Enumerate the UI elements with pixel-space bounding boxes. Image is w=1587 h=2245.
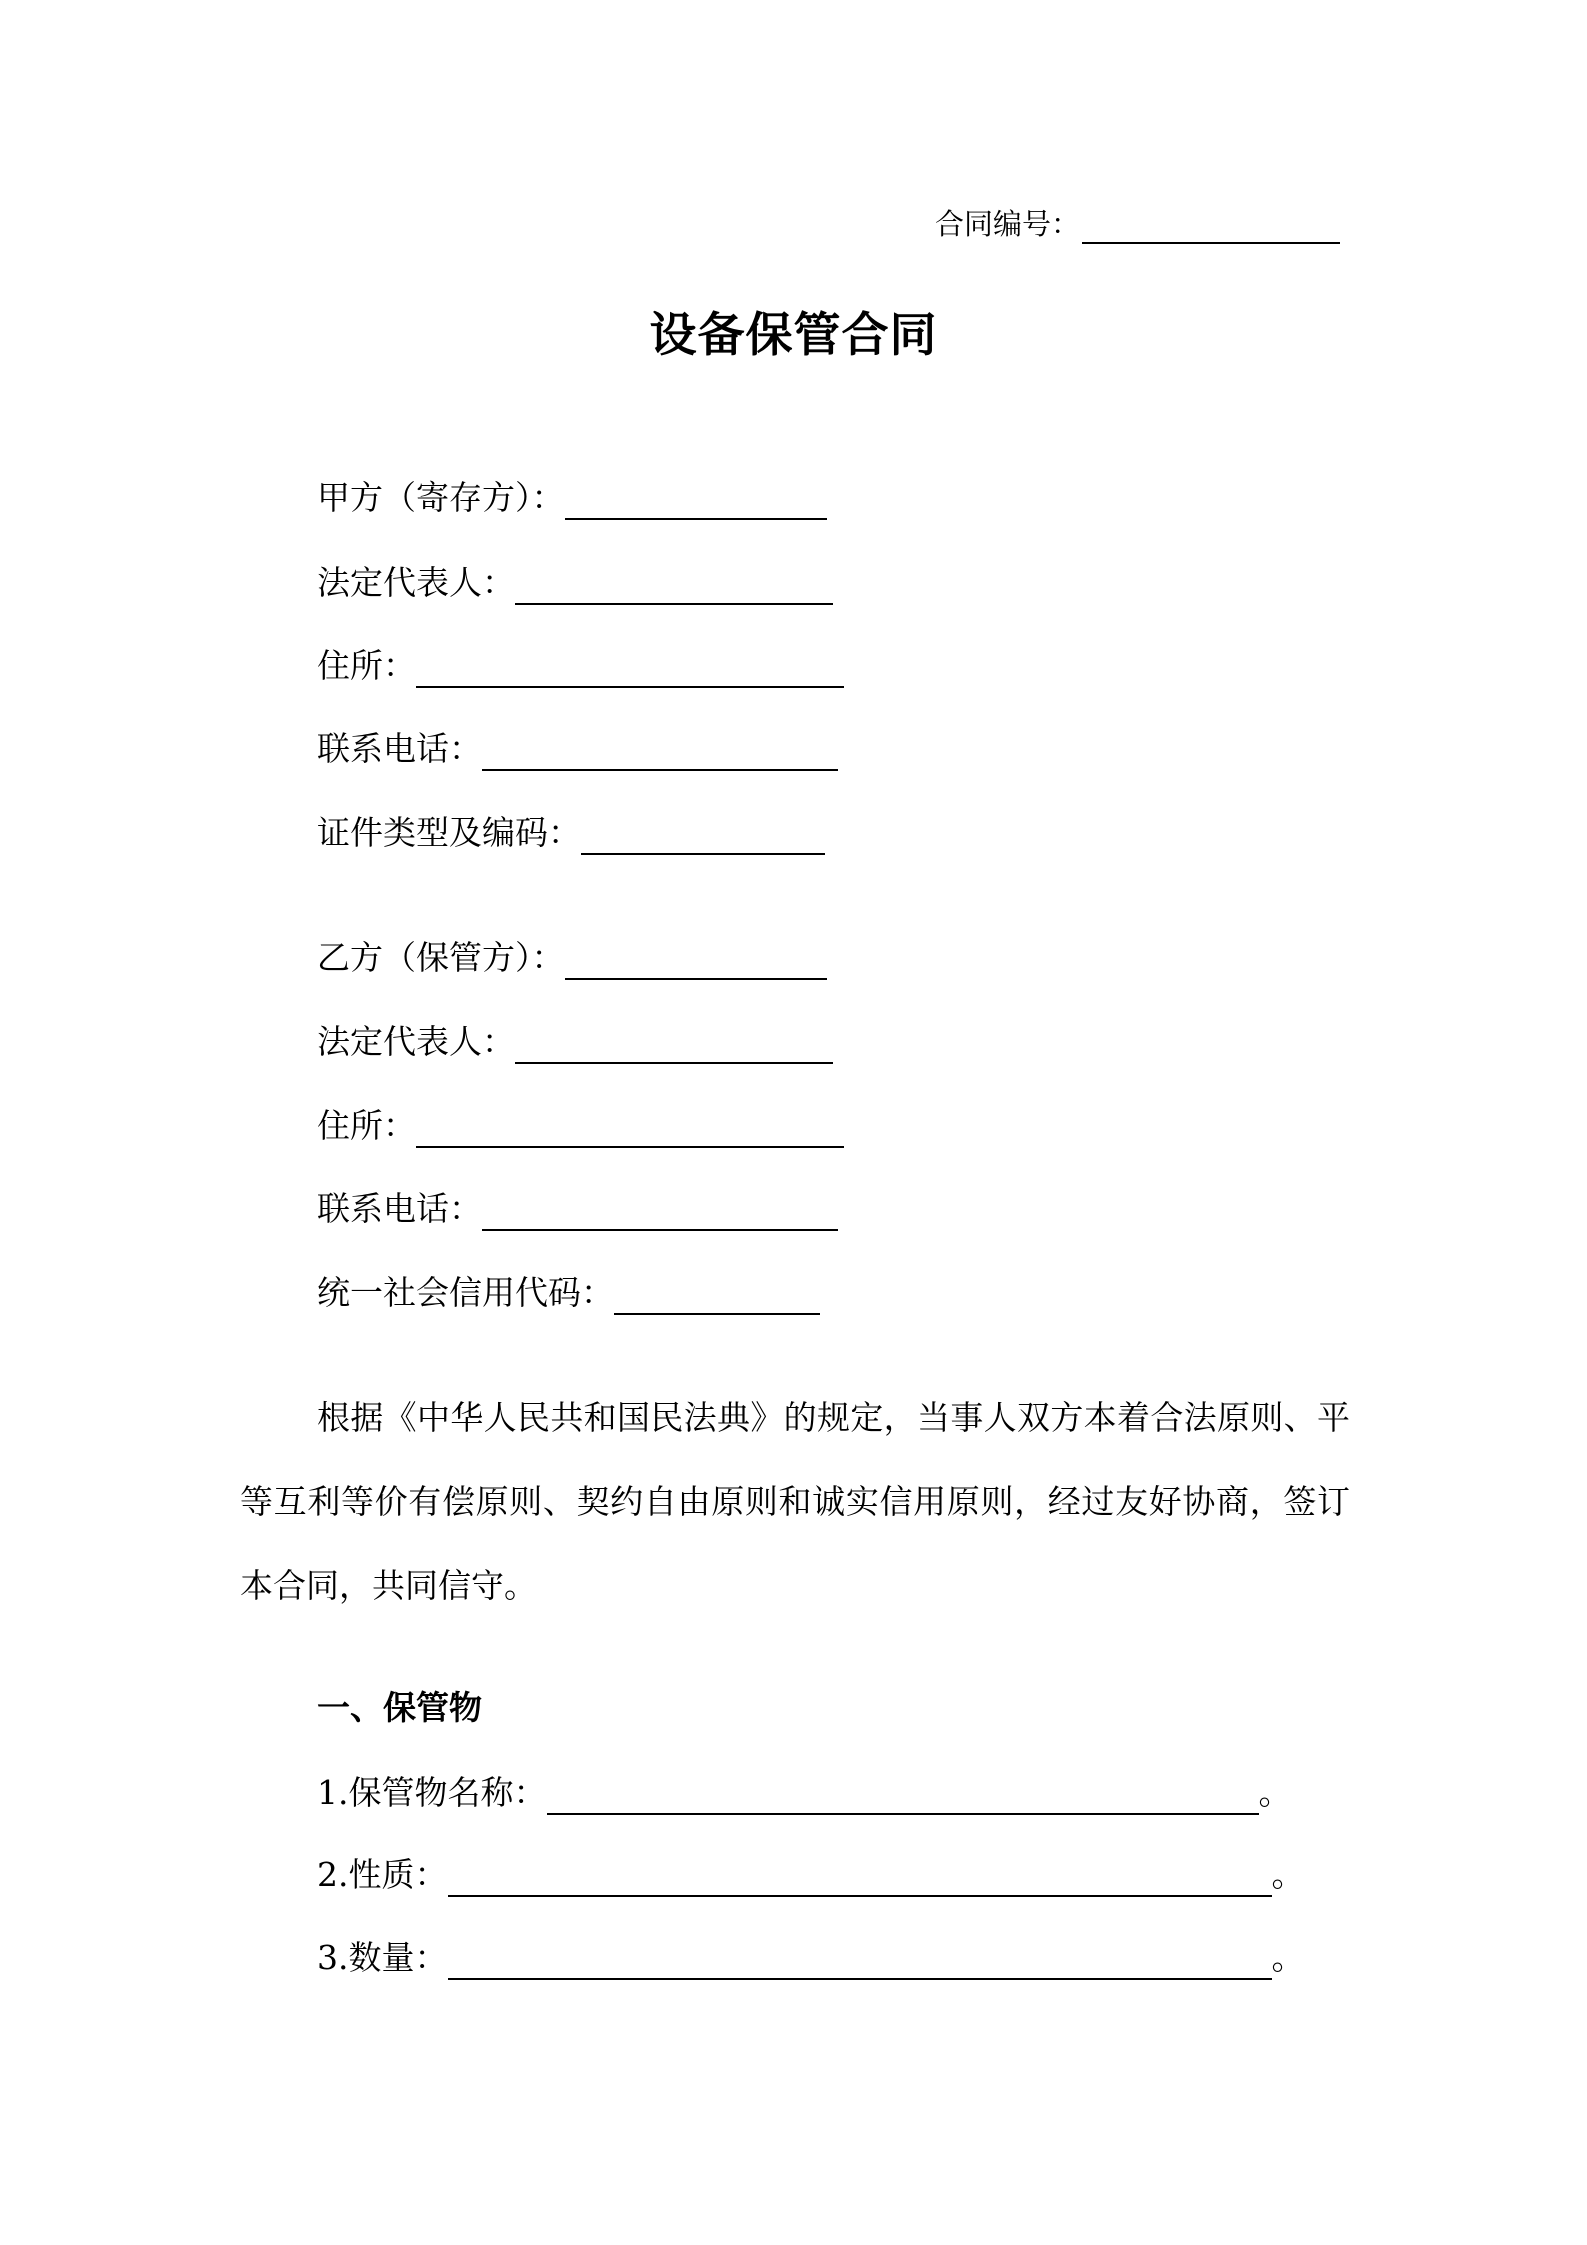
- party-b-phone-field: [317, 1187, 838, 1231]
- party-b-phone-blank[interactable]: [482, 1195, 838, 1231]
- party-b-name-blank[interactable]: [565, 944, 827, 980]
- contract-number-blank[interactable]: [1082, 212, 1340, 244]
- item-3-label: 3.数量：: [317, 1938, 448, 1977]
- party-a-name-label: 甲方（寄存方）：: [317, 478, 565, 517]
- contract-number-field: [935, 204, 1340, 244]
- party-a-address-label: 住所：: [317, 646, 416, 685]
- item-2-field: [317, 1853, 1317, 1897]
- party-a-rep-blank[interactable]: [515, 569, 833, 605]
- item-1-label: 1.保管物名称：: [317, 1773, 547, 1812]
- party-b-credit-code-field: [317, 1271, 820, 1315]
- party-a-name-field: [317, 476, 827, 520]
- party-b-rep-field: [317, 1020, 833, 1064]
- party-b-address-blank[interactable]: [416, 1112, 844, 1148]
- party-a-phone-field: [317, 727, 838, 771]
- party-a-phone-label: 联系电话：: [317, 729, 482, 768]
- section-1-heading: 一、保管物: [317, 1688, 482, 1727]
- party-b-name-label: 乙方（保管方）：: [317, 938, 565, 977]
- party-b-name-field: [317, 936, 827, 980]
- item-2-end: 。: [1271, 1855, 1305, 1894]
- item-1-field: [317, 1771, 1317, 1815]
- party-a-id-field: [317, 811, 825, 855]
- contract-number-label: 合同编号：: [935, 207, 1081, 241]
- party-a-id-blank[interactable]: [581, 819, 825, 855]
- item-3-blank[interactable]: [448, 1944, 1272, 1980]
- party-b-address-field: [317, 1104, 844, 1148]
- party-a-rep-label: 法定代表人：: [317, 563, 515, 602]
- document-title: 设备保管合同: [649, 308, 938, 363]
- party-b-credit-code-blank[interactable]: [614, 1279, 820, 1315]
- party-a-address-field: [317, 644, 844, 688]
- party-a-id-label: 证件类型及编码：: [317, 813, 581, 852]
- item-3-end: 。: [1271, 1938, 1305, 1977]
- party-b-rep-label: 法定代表人：: [317, 1022, 515, 1061]
- party-b-rep-blank[interactable]: [515, 1028, 833, 1064]
- party-b-phone-label: 联系电话：: [317, 1189, 482, 1228]
- party-a-rep-field: [317, 561, 833, 605]
- party-a-name-blank[interactable]: [565, 484, 827, 520]
- party-a-phone-blank[interactable]: [482, 735, 838, 771]
- preamble-paragraph: 根据《中华人民共和国民法典》的规定，当事人双方本着合法原则、平等互利等价有偿原则、契约自由原则和诚实信用原则，经过友好协商，签订本合同，共同信守。: [240, 1398, 1350, 1605]
- item-2-label: 2.性质：: [317, 1855, 448, 1894]
- item-2-blank[interactable]: [448, 1861, 1272, 1897]
- party-a-address-blank[interactable]: [416, 652, 844, 688]
- item-1-end: 。: [1258, 1773, 1292, 1812]
- item-3-field: [317, 1936, 1317, 1980]
- party-b-address-label: 住所：: [317, 1106, 416, 1145]
- item-1-blank[interactable]: [547, 1779, 1259, 1815]
- party-b-credit-code-label: 统一社会信用代码：: [317, 1273, 614, 1312]
